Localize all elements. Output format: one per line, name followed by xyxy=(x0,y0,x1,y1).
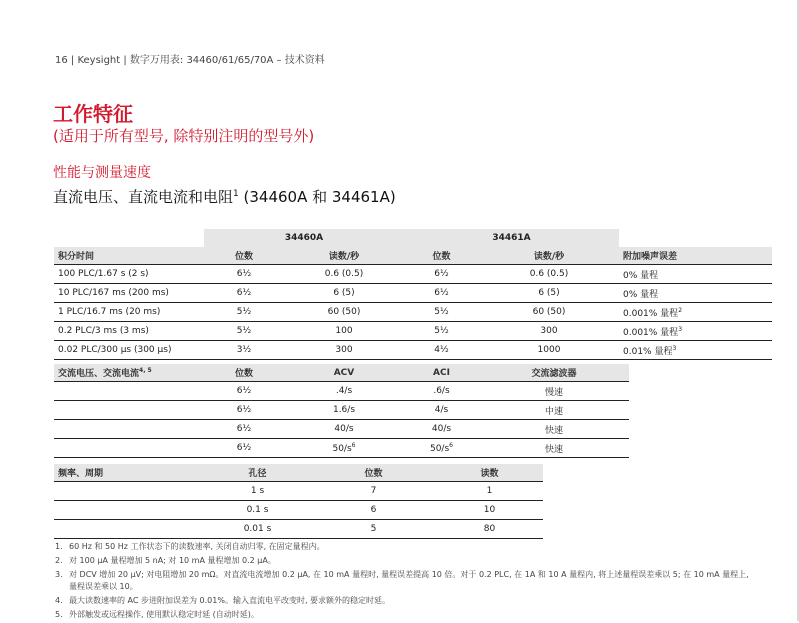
table-cell: 6½ xyxy=(204,439,284,458)
table-cell: 0.6 (0.5) xyxy=(479,265,619,284)
table-cell: 0.6 (0.5) xyxy=(284,265,404,284)
table-cell: .6/s xyxy=(404,382,479,401)
heading-tail: (34460A 和 34461A) xyxy=(238,188,396,206)
table-cell: 40/s xyxy=(284,420,404,439)
footnote-ref: 6 xyxy=(351,442,356,449)
column-header: 位数 xyxy=(204,247,284,265)
table-cell xyxy=(54,520,204,539)
table-cell xyxy=(54,420,204,439)
table-cell: 4/s xyxy=(404,401,479,420)
table-cell: 1 xyxy=(436,482,543,501)
table-cell: 5½ xyxy=(404,322,479,341)
footnote-ref: 3 xyxy=(678,325,683,333)
column-header: 读数 xyxy=(436,464,543,482)
column-header: 附加噪声误差 xyxy=(619,247,772,265)
table-row xyxy=(54,382,629,401)
table-cell: 80 xyxy=(436,520,543,539)
table-cell: 6½ xyxy=(404,284,479,303)
table-cell: 6½ xyxy=(204,401,284,420)
table-cell: 中速 xyxy=(479,401,629,420)
table-cell: 3½ xyxy=(204,341,284,360)
table-cell: 60 (50) xyxy=(284,303,404,322)
footnote-number: 4. xyxy=(55,596,63,605)
column-header: 位数 xyxy=(311,464,436,482)
column-header: 读数/秒 xyxy=(479,247,619,265)
table-heading xyxy=(53,186,396,207)
table-cell: 0.01% 量程$^3$ xyxy=(619,341,772,360)
column-header: 位数 xyxy=(404,247,479,265)
footnote-ref: 3 xyxy=(672,344,677,352)
table-cell xyxy=(54,439,204,458)
footnote-number: 3. xyxy=(55,570,63,579)
column-header: 积分时间 xyxy=(54,247,204,265)
blank-cell xyxy=(619,229,772,247)
section-title: 性能与测量速度 xyxy=(53,165,151,181)
footnote xyxy=(55,555,755,567)
model-34460a-header: 34460A xyxy=(204,229,404,247)
footnote-text: 对 100 µA 量程增加 5 nA; 对 10 mA 量程增加 0.2 µA。 xyxy=(69,556,276,565)
footnote-text: 最大读数速率的 AC 步进附加误差为 0.01%。输入直流电平改变时, 要求额外的稳定时延。 xyxy=(69,596,391,605)
dc-speed-table xyxy=(54,229,772,360)
table-cell xyxy=(54,401,204,420)
column-header-row xyxy=(54,464,543,482)
footnote-number: 2. xyxy=(55,556,63,565)
heading-main: 直流电压、直流电流和电阻 xyxy=(53,188,234,206)
footnote-ref: 6 xyxy=(449,442,453,449)
column-header: 位数 xyxy=(204,364,284,382)
footnote xyxy=(55,569,755,593)
table-cell: 快速 xyxy=(479,439,629,458)
table-row xyxy=(54,401,629,420)
table-cell: 5 xyxy=(311,520,436,539)
footnote-text: 对 DCV 增加 20 µV; 对电阻增加 20 mΩ。对直流电流增加 0.2 µA, 在 10 mA 量程时, 量程误差提高 10 倍。对于 0.2 PLC, 在 1A 和 10 A 量程内, 将上述量程误差乘以 5; 在 10 mA 量程上, 量程误差乘以 10。 xyxy=(69,570,749,591)
footnote-text: 60 Hz 和 50 Hz 工作状态下的读数速率, 关闭自动归零, 在固定量程内。 xyxy=(69,542,325,551)
column-header-row xyxy=(54,247,772,265)
table-cell: 100 PLC/1.67 s (2 s) xyxy=(54,265,204,284)
table-cell: 300 xyxy=(479,322,619,341)
frequency-table xyxy=(54,464,543,539)
table-cell: 100 xyxy=(284,322,404,341)
table-cell: 慢速 xyxy=(479,382,629,401)
heading-footnote-ref: 1 xyxy=(233,189,239,199)
footnote-text: 外部触发或远程操作, 使用默认稳定时延 (自动时延)。 xyxy=(69,610,259,619)
table-cell xyxy=(54,482,204,501)
footnote-ref: 4, 5 xyxy=(139,367,152,374)
table-row xyxy=(54,420,629,439)
table-row xyxy=(54,322,772,341)
page-title: 工作特征 xyxy=(53,102,133,126)
table-row xyxy=(54,341,772,360)
column-header-row xyxy=(54,364,629,382)
table-cell: $50/s^6$ xyxy=(284,439,404,458)
table-cell: 5½ xyxy=(404,303,479,322)
table-cell: 6½ xyxy=(404,265,479,284)
column-header: ACV xyxy=(284,364,404,382)
table-cell: 0.001% 量程$^2$ xyxy=(619,303,772,322)
table-row xyxy=(54,439,629,458)
table-cell: 4½ xyxy=(404,341,479,360)
model-34461a-header: 34461A xyxy=(404,229,619,247)
table-cell: 快速 xyxy=(479,420,629,439)
table-cell: 7 xyxy=(311,482,436,501)
table-cell: 6 xyxy=(311,501,436,520)
column-header: 读数/秒 xyxy=(284,247,404,265)
table-row xyxy=(54,501,543,520)
footnote-number: 5. xyxy=(55,610,63,619)
table-cell: 6 (5) xyxy=(479,284,619,303)
footnote xyxy=(55,609,755,621)
column-header: 交流电压、交流电流$^{4, 5}$ xyxy=(54,364,204,382)
table-cell: 0.01 s xyxy=(204,520,311,539)
table-cell: 40/s xyxy=(404,420,479,439)
running-header: 16 | Keysight | 数字万用表: 34460/61/65/70A – 技术资料 xyxy=(55,55,325,66)
ac-speed-table xyxy=(54,364,629,458)
column-header: 交流滤波器 xyxy=(479,364,629,382)
footnote-ref: 2 xyxy=(678,306,683,314)
column-header: 频率、周期 xyxy=(54,464,204,482)
column-header: ACI xyxy=(404,364,479,382)
table-cell: 5½ xyxy=(204,303,284,322)
table-cell: 10 PLC/167 ms (200 ms) xyxy=(54,284,204,303)
table-cell: 1 s xyxy=(204,482,311,501)
table-cell: 0.1 s xyxy=(204,501,311,520)
table-row xyxy=(54,520,543,539)
blank-cell xyxy=(54,229,204,247)
table-cell: 0% 量程 xyxy=(619,284,772,303)
footnotes xyxy=(55,541,755,623)
footnote xyxy=(55,541,755,553)
table-cell: 0.001% 量程$^3$ xyxy=(619,322,772,341)
table-cell: 1 PLC/16.7 ms (20 ms) xyxy=(54,303,204,322)
table-cell: 0.2 PLC/3 ms (3 ms) xyxy=(54,322,204,341)
table-cell: 5½ xyxy=(204,322,284,341)
table-cell xyxy=(54,501,204,520)
footnote-number: 1. xyxy=(55,542,63,551)
table-cell: 300 xyxy=(284,341,404,360)
table-cell: 1000 xyxy=(479,341,619,360)
table-cell: 6½ xyxy=(204,420,284,439)
table-cell: 0% 量程 xyxy=(619,265,772,284)
table-row xyxy=(54,303,772,322)
table-cell: 6 (5) xyxy=(284,284,404,303)
table-cell: 6½ xyxy=(204,382,284,401)
table-cell xyxy=(54,382,204,401)
table-cell: 1.6/s xyxy=(284,401,404,420)
table-cell: 60 (50) xyxy=(479,303,619,322)
table-row xyxy=(54,482,543,501)
table-row xyxy=(54,265,772,284)
table-cell: 6½ xyxy=(204,265,284,284)
page-subtitle: (适用于所有型号, 除特别注明的型号外) xyxy=(53,127,315,145)
footnote xyxy=(55,595,755,607)
column-header: 孔径 xyxy=(204,464,311,482)
table-cell: $50/s^6$ xyxy=(404,439,479,458)
table-cell: 10 xyxy=(436,501,543,520)
table-row xyxy=(54,284,772,303)
table-cell: 0.02 PLC/300 µs (300 µs) xyxy=(54,341,204,360)
model-header-row xyxy=(54,229,772,247)
table-cell: 6½ xyxy=(204,284,284,303)
table-cell: .4/s xyxy=(284,382,404,401)
